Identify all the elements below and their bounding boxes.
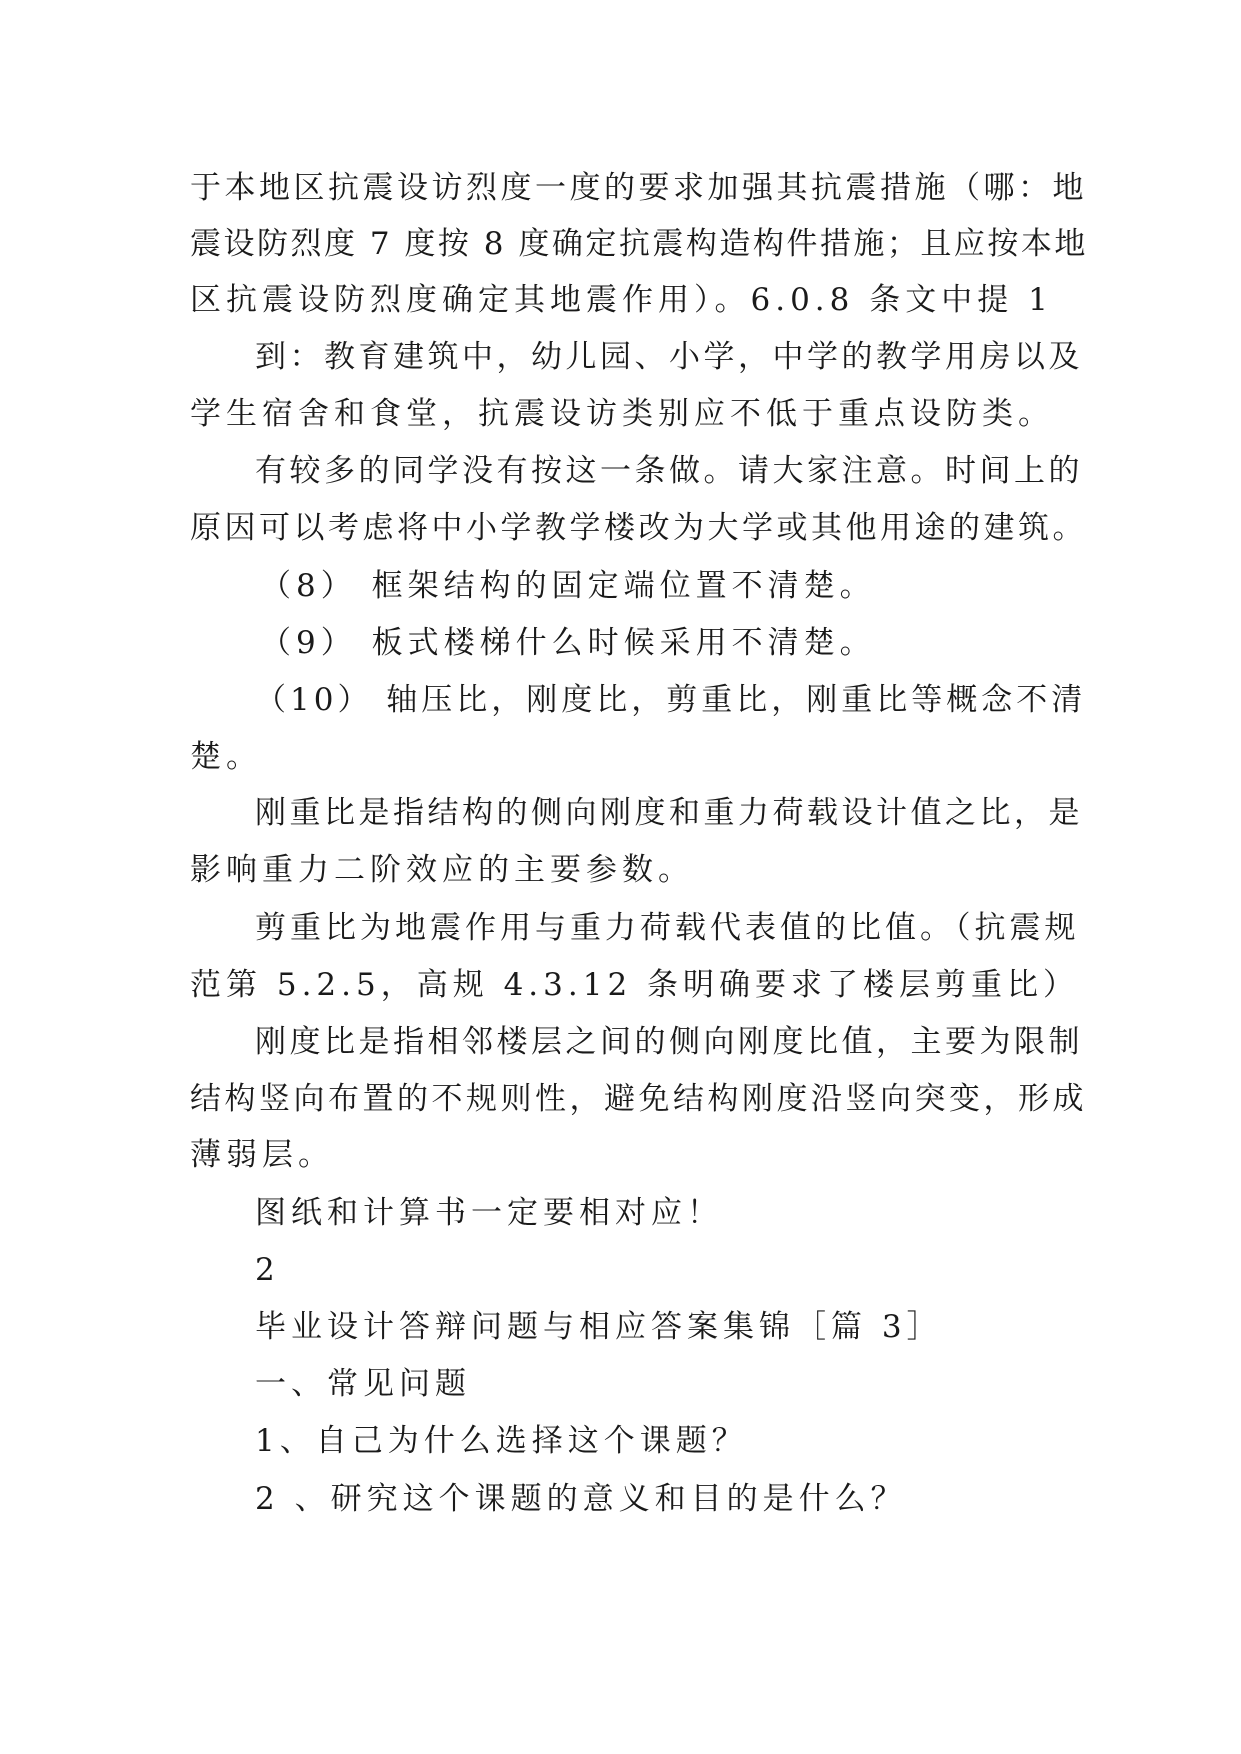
section-title: 毕业设计答辩问题与相应答案集锦［篇 3］ — [255, 1309, 943, 1345]
question-item: 1、自己为什么选择这个课题？ — [255, 1423, 748, 1459]
text-line: 到：教育建筑中，幼儿园、小学，中学的教学用房以及 — [255, 339, 1083, 375]
text-line: 剪重比为地震作用与重力荷载代表值的比值。（抗震规 — [255, 910, 1080, 946]
section-heading: 一、常见问题 — [255, 1366, 471, 1402]
text-line: 区抗震设防烈度确定其地震作用）。6.0.8 条文中提 1 — [190, 282, 1053, 318]
text-line: 于本地区抗震设访烈度一度的要求加强其抗震措施（哪：地 — [190, 170, 1087, 206]
question-item: 2 、研究这个课题的意义和目的是什么？ — [255, 1481, 907, 1517]
text-line: 薄弱层。 — [190, 1137, 334, 1173]
text-line: 刚重比是指结构的侧向刚度和重力荷载设计值之比，是 — [255, 795, 1083, 831]
text-line: 有较多的同学没有按这一条做。请大家注意。时间上的 — [255, 453, 1083, 489]
text-line: 震设防烈度 7 度按 8 度确定抗震构造构件措施；且应按本地 — [190, 226, 1088, 262]
text-line: 结构竖向布置的不规则性，避免结构刚度沿竖向突变，形成 — [190, 1081, 1087, 1117]
text-line: 范第 5.2.5，高规 4.3.12 条明确要求了楼层剪重比） — [190, 967, 1080, 1003]
text-line: 影响重力二阶效应的主要参数。 — [190, 852, 694, 888]
list-item: （8） 框架结构的固定端位置不清楚。 — [260, 568, 876, 604]
text-line: 原因可以考虑将中小学教学楼改为大学或其他用途的建筑。 — [190, 510, 1087, 546]
list-item: （10） 轴压比，刚度比，剪重比，刚重比等概念不清 — [255, 682, 1087, 718]
list-item: （9） 板式楼梯什么时候采用不清楚。 — [260, 625, 876, 661]
text-line: 学生宿舍和食堂，抗震设访类别应不低于重点设防类。 — [190, 396, 1054, 432]
text-line: 刚度比是指相邻楼层之间的侧向刚度比值，主要为限制 — [255, 1024, 1083, 1060]
text-line: 图纸和计算书一定要相对应！ — [255, 1195, 723, 1231]
page-number: 2 — [255, 1252, 280, 1288]
text-line: 楚。 — [190, 739, 262, 775]
